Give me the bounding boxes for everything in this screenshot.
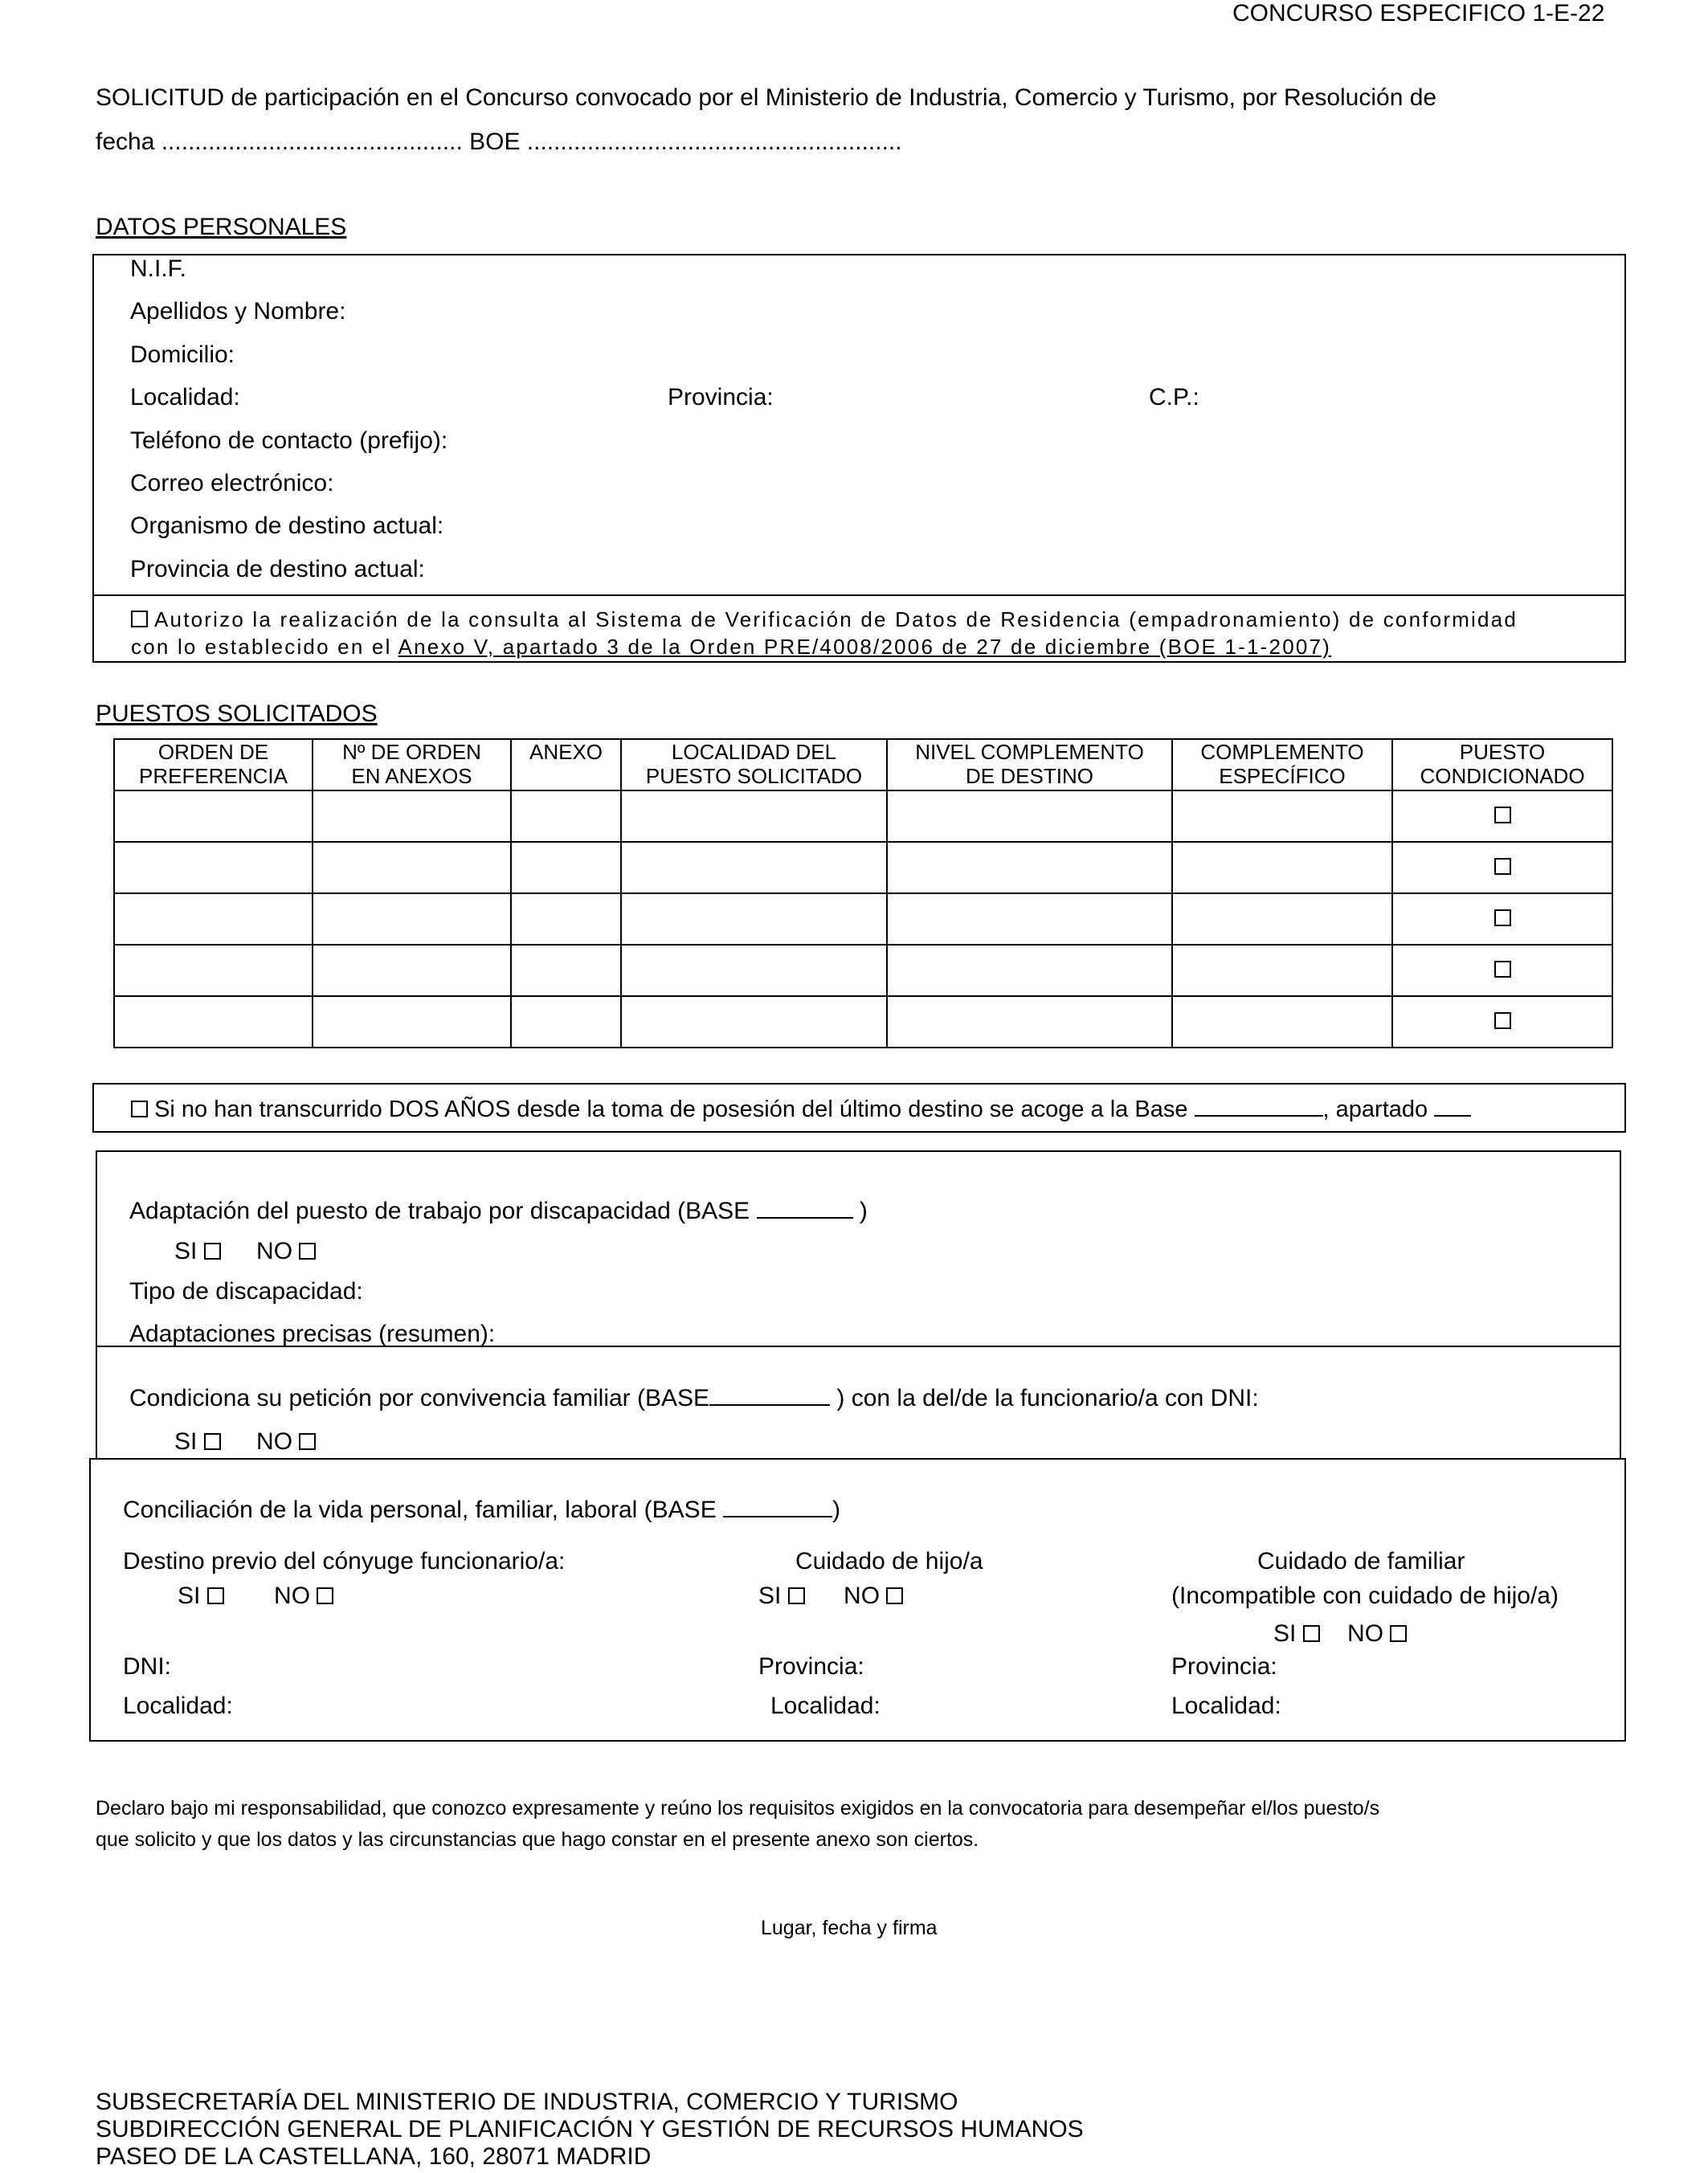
nif-label: N.I.F. <box>130 255 187 282</box>
provincia-destino-label: Provincia de destino actual: <box>130 556 425 582</box>
familiar-si-checkbox[interactable] <box>1303 1625 1320 1642</box>
condicionado-checkbox[interactable] <box>1494 1012 1511 1029</box>
convivencia-title: Condiciona su petición por convivencia familiar (BASE <box>129 1385 710 1411</box>
col-numero-orden: Nº DE ORDEN EN ANEXOS <box>313 739 511 790</box>
no-label: NO <box>256 1428 293 1455</box>
discapacidad-close: ) <box>859 1198 868 1224</box>
nombre-label: Apellidos y Nombre: <box>130 298 346 325</box>
apartado-blank[interactable] <box>1434 1097 1471 1117</box>
discapacidad-box <box>96 1150 1621 1347</box>
no-label: NO <box>256 1238 293 1264</box>
conciliacion-close: ) <box>832 1497 841 1523</box>
cell-orden[interactable] <box>114 945 313 996</box>
col-complemento-especifico: COMPLEMENTO ESPECÍFICO <box>1172 739 1392 790</box>
cell-anexo[interactable] <box>511 893 621 945</box>
intro-line-2: fecha ............................................. BOE ........................................................ <box>96 129 902 155</box>
conyuge-si-checkbox[interactable] <box>207 1587 224 1604</box>
col-nivel-complemento: NIVEL COMPLEMENTO DE DESTINO <box>887 739 1172 790</box>
cell-complemento[interactable] <box>1172 790 1392 842</box>
condicionado-checkbox[interactable] <box>1494 807 1511 823</box>
hijo-si-checkbox[interactable] <box>788 1587 805 1604</box>
cell-numero[interactable] <box>313 790 511 842</box>
firma-label: Lugar, fecha y firma <box>761 1917 938 1939</box>
dos-anos-box <box>92 1083 1626 1133</box>
telefono-label: Teléfono de contacto (prefijo): <box>130 427 448 454</box>
correo-label: Correo electrónico: <box>130 470 334 496</box>
table-row <box>114 842 1612 893</box>
hijo-localidad-label: Localidad: <box>770 1693 881 1719</box>
hijo-options <box>758 1583 903 1610</box>
dos-anos-text: Si no han transcurrido DOS AÑOS desde la toma de posesión del último destino se acoge a la Base <box>154 1097 1188 1122</box>
discapacidad-options <box>174 1238 316 1265</box>
intro-line-1: SOLICITUD de participación en el Concurso convocado por el Ministerio de Industria, Comercio y Turismo, por Resolución de <box>96 84 1437 111</box>
si-label: SI <box>1273 1620 1297 1647</box>
cell-orden[interactable] <box>114 790 313 842</box>
condicionado-checkbox[interactable] <box>1494 858 1511 875</box>
cell-orden[interactable] <box>114 996 313 1048</box>
condicionado-checkbox[interactable] <box>1494 909 1511 926</box>
familiar-note: (Incompatible con cuidado de hijo/a) <box>1171 1583 1559 1609</box>
datos-personales-heading: DATOS PERSONALES <box>96 214 347 240</box>
familiar-localidad-label: Localidad: <box>1171 1693 1281 1719</box>
cell-condicionado <box>1392 842 1612 893</box>
discapacidad-base-blank[interactable] <box>757 1199 853 1219</box>
discapacidad-title: Adaptación del puesto de trabajo por discapacidad (BASE <box>129 1198 750 1224</box>
familiar-no-checkbox[interactable] <box>1390 1625 1407 1642</box>
discapacidad-title-line <box>129 1198 868 1225</box>
si-label: SI <box>758 1583 782 1609</box>
col-localidad: LOCALIDAD DEL PUESTO SOLICITADO <box>621 739 887 790</box>
conyuge-title: Destino previo del cónyuge funcionario/a: <box>123 1548 566 1575</box>
cell-numero[interactable] <box>313 842 511 893</box>
organismo-label: Organismo de destino actual: <box>130 513 444 539</box>
familiar-provincia-label: Provincia: <box>1171 1653 1277 1680</box>
condicionado-checkbox[interactable] <box>1494 961 1511 978</box>
dos-anos-line <box>131 1096 1471 1123</box>
consent-reference: Anexo V, apartado 3 de la Orden PRE/4008/2006 de 27 de diciembre (BOE 1-1-2007) <box>398 635 1332 659</box>
consent-text-2: con lo establecido en el <box>131 635 398 659</box>
consent-text: Autorizo la realización de la consulta al Sistema de Verificación de Datos de Residencia (empadronamiento) de conformidad <box>154 607 1518 631</box>
conyuge-dni-label: DNI: <box>123 1653 171 1680</box>
table-row <box>114 790 1612 842</box>
cell-nivel[interactable] <box>887 996 1172 1048</box>
declaracion-line-2: que solicito y que los datos y las circunstancias que hago constar en el presente anexo son ciertos. <box>96 1828 979 1851</box>
conciliacion-title: Conciliación de la vida personal, familiar, laboral (BASE <box>123 1497 717 1523</box>
cell-condicionado <box>1392 790 1612 842</box>
cell-condicionado <box>1392 996 1612 1048</box>
discapacidad-si-checkbox[interactable] <box>204 1243 221 1260</box>
puestos-header-row <box>114 739 1612 790</box>
base-blank[interactable] <box>1195 1097 1323 1117</box>
cell-localidad[interactable] <box>621 893 887 945</box>
cell-condicionado <box>1392 893 1612 945</box>
no-label: NO <box>1347 1620 1384 1647</box>
consent-checkbox[interactable] <box>131 611 148 627</box>
cell-nivel[interactable] <box>887 893 1172 945</box>
footer-line-3: PASEO DE LA CASTELLANA, 160, 28071 MADRID <box>96 2143 652 2170</box>
si-label: SI <box>174 1428 198 1455</box>
conciliacion-box <box>89 1458 1626 1742</box>
si-label: SI <box>178 1583 201 1609</box>
discapacidad-no-checkbox[interactable] <box>299 1243 316 1260</box>
conyuge-options <box>178 1583 333 1610</box>
form-code: CONCURSO ESPECIFICO 1-E-22 <box>1232 0 1605 27</box>
no-label: NO <box>274 1583 311 1609</box>
consent-line-1 <box>131 607 1518 631</box>
footer-line-1: SUBSECRETARÍA DEL MINISTERIO DE INDUSTRIA, COMERCIO Y TURISMO <box>96 2089 958 2115</box>
cell-orden[interactable] <box>114 842 313 893</box>
cell-anexo[interactable] <box>511 945 621 996</box>
cell-localidad[interactable] <box>621 996 887 1048</box>
table-row <box>114 945 1612 996</box>
si-label: SI <box>174 1238 198 1264</box>
col-anexo: ANEXO <box>511 739 621 790</box>
consent-box <box>92 594 1626 663</box>
footer-line-2: SUBDIRECCIÓN GENERAL DE PLANIFICACIÓN Y GESTIÓN DE RECURSOS HUMANOS <box>96 2116 1084 2142</box>
cell-anexo[interactable] <box>511 790 621 842</box>
cell-complemento[interactable] <box>1172 893 1392 945</box>
localidad-label: Localidad: <box>130 384 240 411</box>
conyuge-no-checkbox[interactable] <box>317 1587 333 1604</box>
cell-anexo[interactable] <box>511 996 621 1048</box>
cell-localidad[interactable] <box>621 790 887 842</box>
provincia-label: Provincia: <box>668 384 774 411</box>
apartado-text: , apartado <box>1322 1097 1428 1122</box>
cell-anexo[interactable] <box>511 842 621 893</box>
cell-localidad[interactable] <box>621 842 887 893</box>
familiar-title: Cuidado de familiar <box>1257 1548 1465 1575</box>
puestos-heading: PUESTOS SOLICITADOS <box>96 701 378 727</box>
cell-localidad[interactable] <box>621 945 887 996</box>
tipo-discapacidad-label: Tipo de discapacidad: <box>129 1278 363 1305</box>
convivencia-title-line <box>129 1385 1259 1412</box>
adaptaciones-label: Adaptaciones precisas (resumen): <box>129 1321 496 1347</box>
convivencia-options <box>174 1428 316 1456</box>
hijo-no-checkbox[interactable] <box>886 1587 903 1604</box>
datos-personales-box <box>92 254 1626 596</box>
consent-line-2 <box>131 635 1331 659</box>
cell-complemento[interactable] <box>1172 945 1392 996</box>
cell-complemento[interactable] <box>1172 996 1392 1048</box>
dos-anos-checkbox[interactable] <box>131 1101 148 1117</box>
hijo-provincia-label: Provincia: <box>758 1653 864 1680</box>
declaracion-line-1: Declaro bajo mi responsabilidad, que conozco expresamente y reúno los requisitos exigidos en la convocatoria para desempeñar el/los puesto/s <box>96 1797 1380 1820</box>
table-row <box>114 996 1612 1048</box>
cell-numero[interactable] <box>313 996 511 1048</box>
domicilio-label: Domicilio: <box>130 341 235 368</box>
conciliacion-title-line <box>123 1497 840 1524</box>
cell-numero[interactable] <box>313 893 511 945</box>
convivencia-si-checkbox[interactable] <box>204 1433 221 1450</box>
convivencia-box <box>96 1346 1621 1460</box>
conyuge-localidad-label: Localidad: <box>123 1693 233 1719</box>
col-puesto-condicionado: PUESTO CONDICIONADO <box>1392 739 1612 790</box>
cp-label: C.P.: <box>1149 384 1199 411</box>
convivencia-rest: ) con la del/de la funcionario/a con DNI: <box>836 1385 1259 1411</box>
convivencia-no-checkbox[interactable] <box>299 1433 316 1450</box>
cell-nivel[interactable] <box>887 945 1172 996</box>
cell-condicionado <box>1392 945 1612 996</box>
table-row <box>114 893 1612 945</box>
conciliacion-base-blank[interactable] <box>723 1498 832 1517</box>
familiar-options <box>1273 1620 1407 1648</box>
cell-nivel[interactable] <box>887 842 1172 893</box>
convivencia-base-blank[interactable] <box>709 1387 830 1406</box>
no-label: NO <box>844 1583 881 1609</box>
puestos-table <box>113 738 1613 1048</box>
col-orden-preferencia: ORDEN DE PREFERENCIA <box>114 739 313 790</box>
cell-numero[interactable] <box>313 945 511 996</box>
cell-nivel[interactable] <box>887 790 1172 842</box>
hijo-title: Cuidado de hijo/a <box>795 1548 983 1575</box>
cell-complemento[interactable] <box>1172 842 1392 893</box>
cell-orden[interactable] <box>114 893 313 945</box>
